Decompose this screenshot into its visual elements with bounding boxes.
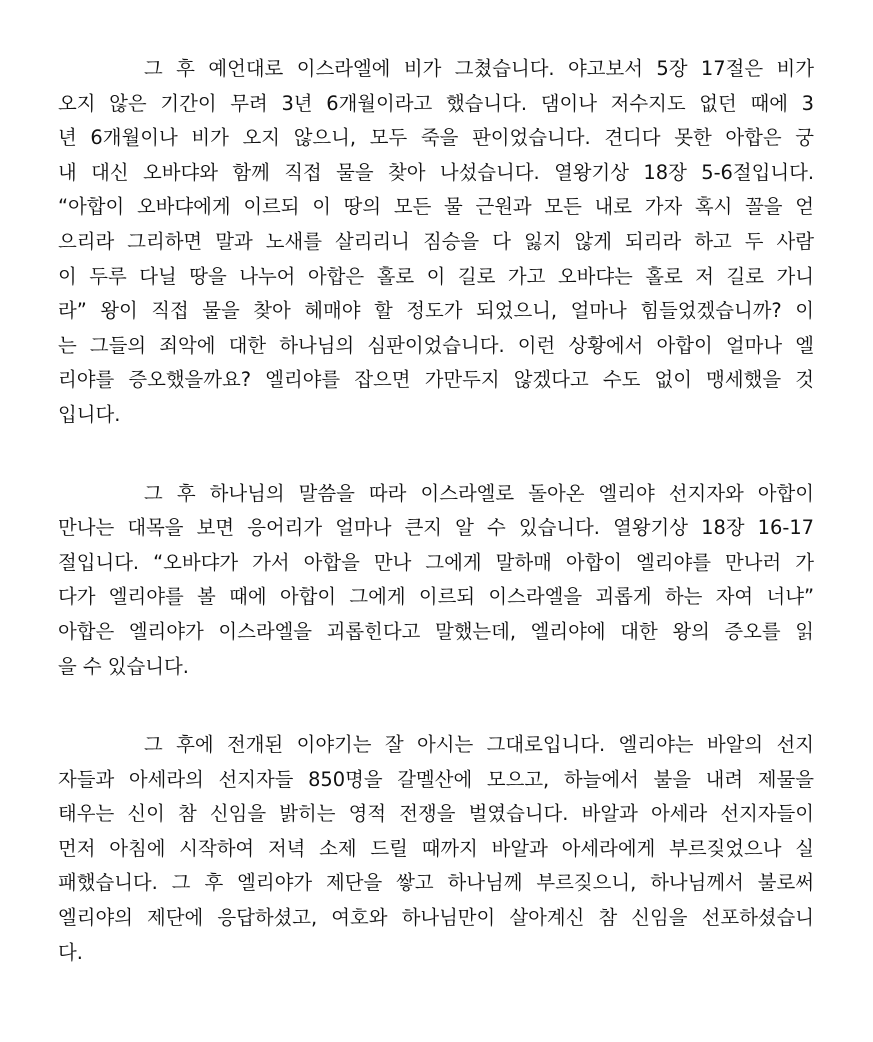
text-line: “아합이 오바댜에게 이르되 이 땅의 모든 물 근원과 모든 내로 가자 혹시 꼴을 얻: [58, 195, 814, 219]
text-line: 이 두루 다닐 땅을 나누어 아합은 홀로 이 길로 가고 오바댜는 홀로 저 길로 가니: [58, 264, 814, 288]
text-line: 절입니다. “오바댜가 가서 아합을 만나 그에게 말하매 아합이 엘리야를 만나러 가: [58, 550, 814, 574]
text-line: 엘리야의 제단에 응답하셨고, 여호와 하나님만이 살아계신 참 신임을 선포하셨습니: [58, 906, 814, 930]
paragraph-2: [58, 477, 814, 685]
text-line: 아합은 엘리야가 이스라엘을 괴롭힌다고 말했는데, 엘리야에 대한 왕의 증오를 읽: [58, 619, 814, 643]
paragraph-3: [58, 728, 814, 970]
paragraph-1: [58, 52, 814, 433]
text-line: 으리라 그리하면 말과 노새를 살리리니 짐승을 다 잃지 않게 되리라 하고 두 사람: [58, 229, 814, 253]
document-page: [58, 52, 814, 1014]
text-line: 내 대신 오바댜와 함께 직접 물을 찾아 나섰습니다. 열왕기상 18장 5-6절입니다.: [58, 160, 814, 184]
text-line: 오지 않은 기간이 무려 3년 6개월이라고 했습니다. 댐이나 저수지도 없던 때에 3: [58, 91, 814, 115]
text-line: 라” 왕이 직접 물을 찾아 헤매야 할 정도가 되었으니, 얼마나 힘들었겠습니까? 이: [58, 299, 814, 323]
text-line: 는 그들의 죄악에 대한 하나님의 심판이었습니다. 이런 상황에서 아합이 얼마나 엘: [58, 333, 814, 357]
text-line: 만나는 대목을 보면 응어리가 얼마나 큰지 알 수 있습니다. 열왕기상 18장 16-17: [58, 516, 814, 540]
text-line: 자들과 아세라의 선지자들 850명을 갈멜산에 모으고, 하늘에서 불을 내려 제물을: [58, 767, 814, 791]
text-line: 다가 엘리야를 볼 때에 아합이 그에게 이르되 이스라엘을 괴롭게 하는 자여 너냐”: [58, 585, 814, 609]
text-line: 태우는 신이 참 신임을 밝히는 영적 전쟁을 벌였습니다. 바알과 아세라 선지자들이: [58, 802, 814, 826]
text-line: 그 후 하나님의 말씀을 따라 이스라엘로 돌아온 엘리야 선지자와 아합이: [144, 481, 814, 505]
text-line: 그 후 예언대로 이스라엘에 비가 그쳤습니다. 야고보서 5장 17절은 비가: [144, 57, 814, 80]
text-line: 패했습니다. 그 후 엘리야가 제단을 쌓고 하나님께 부르짖으니, 하나님께서 불로써: [58, 871, 814, 895]
text-line: 그 후에 전개된 이야기는 잘 아시는 그대로입니다. 엘리야는 바알의 선지: [144, 733, 814, 757]
text-line: 년 6개월이나 비가 오지 않으니, 모두 죽을 판이었습니다. 견디다 못한 아합은 궁: [58, 126, 814, 150]
text-line: 을 수 있습니다.: [58, 654, 189, 678]
text-line: 리야를 증오했을까요? 엘리야를 잡으면 가만두지 않겠다고 수도 없이 맹세했을 것: [58, 368, 814, 392]
text-line: 다.: [58, 940, 83, 964]
text-line: 입니다.: [58, 402, 121, 426]
text-line: 먼저 아침에 시작하여 저녁 소제 드릴 때까지 바알과 아세라에게 부르짖었으나 실: [58, 836, 814, 860]
